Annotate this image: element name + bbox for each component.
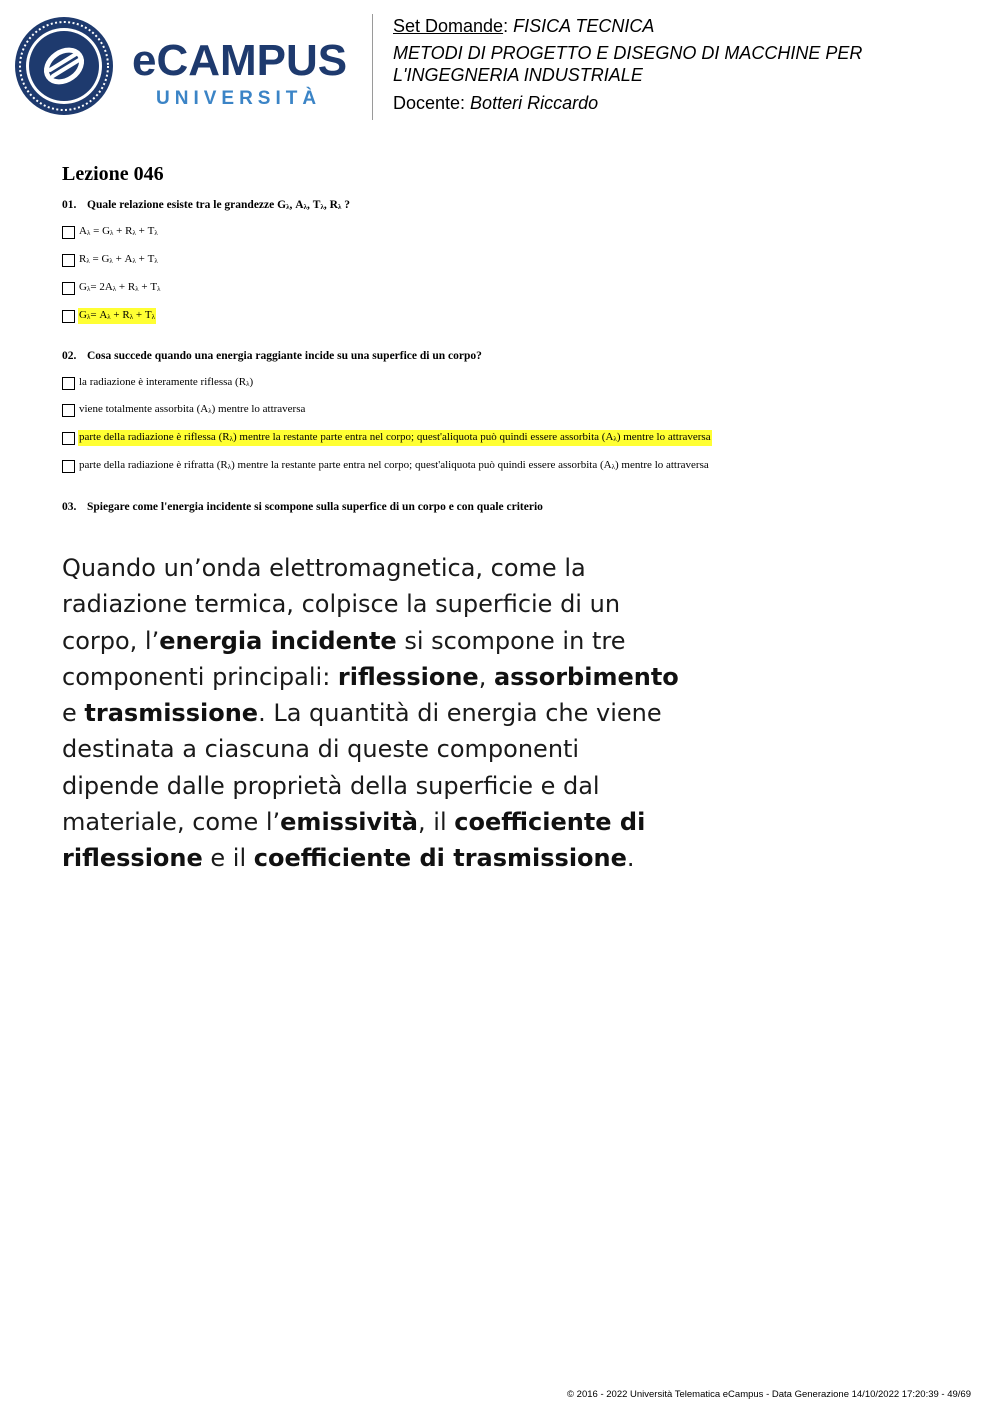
checkbox[interactable] [62,404,75,417]
question-text: Cosa succede quando una energia raggiante incide su una superfice di un corpo? [87,350,482,362]
open-answer-text: Quando un’onda elettromagnetica, come la radiazione termica, colpisce la superficie di un corpo, l’energia incidente si scompone in tre componenti principali: riflessione, assorbimento e trasmissione. La quantità di energia che viene destinata a ciascuna di queste componenti dipende dalle proprietà della superficie e dal materiale, come l’emissività, il coefficiente di riflessione e il coefficiente di trasmissione. [62,554,679,873]
set-label: Set Domande [393,16,504,36]
answer-option[interactable] [62,402,306,418]
option-text: $G_\lambda= 2A_\lambda + R_\lambda + T_\lambda$ [79,281,161,293]
teacher-label: Docente: [393,93,471,113]
question-02 [62,349,482,363]
option-text: la radiazione è interamente riflessa $(R_\lambda)$ [79,376,254,388]
question-01 [62,198,350,214]
document-header [393,15,983,114]
answer-option[interactable] [62,458,710,474]
question-text: Spiegare come l'energia incidente si scompone sulla superfice di un corpo e con quale criterio [87,501,543,513]
course-line-1: METODI DI PROGETTO E DISEGNO DI MACCHINE PER [393,43,863,63]
checkbox[interactable] [62,432,75,445]
answer-option[interactable] [62,280,161,296]
checkbox[interactable] [62,226,75,239]
checkbox[interactable] [62,377,75,390]
answer-option[interactable] [62,375,254,391]
answer-option[interactable] [62,252,159,268]
option-text-highlighted: $G_\lambda= A_\lambda + R_\lambda + T_\lambda$ [78,308,156,324]
set-line [393,15,983,37]
header-divider [372,14,373,120]
page-footer: © 2016 - 2022 Università Telematica eCampus - Data Generazione 14/10/2022 17:20:39 - 49/69 [567,1389,971,1400]
set-separator: : [503,16,514,36]
option-text: viene totalmente assorbita $(A_\lambda)$ mentre lo attraversa [79,403,306,415]
question-number: 03. [62,501,77,513]
answer-option-correct[interactable] [62,308,156,324]
option-text: $R_\lambda = G_\lambda + A_\lambda + T_\lambda$ [79,253,158,265]
checkbox[interactable] [62,310,75,323]
question-text: Quale relazione esiste tra le grandezze $G_\lambda$, $A_\lambda$, $T_\lambda$, $R_\lambda$ ? [87,199,351,211]
lesson-title: Lezione 046 [62,163,164,185]
ecampus-logo [14,16,359,116]
checkbox[interactable] [62,254,75,267]
checkbox[interactable] [62,460,75,473]
question-number: 01. [62,199,77,211]
brand-subtitle: UNIVERSITÀ [156,88,322,109]
question-number: 02. [62,350,77,362]
teacher-line [393,92,983,114]
option-text: parte della radiazione è rifratta $(R_\lambda)$ mentre la restante parte entra nel corpo; quest'aliquota può quindi essere assorbita $(A_\lambda)$ mentre lo attraversa [79,459,709,471]
checkbox[interactable] [62,282,75,295]
brand-wordmark [132,36,372,116]
answer-option[interactable] [62,224,159,240]
question-03 [62,500,543,514]
course-line-2: L'INGEGNERIA INDUSTRIALE [393,65,643,85]
teacher-name: Botteri Riccardo [470,93,599,113]
option-text: $A_\lambda = G_\lambda + R_\lambda + T_\lambda$ [79,225,158,237]
university-seal-icon [14,16,114,116]
subject: FISICA TECNICA [513,16,655,36]
option-text-highlighted: parte della radiazione è riflessa $(R_\lambda)$ mentre la restante parte entra nel corpo; quest'aliquota può quindi essere assorbita $(A_\lambda)$ mentre lo attraversa [78,430,712,446]
answer-option-correct[interactable] [62,430,712,446]
brand-name: eCAMPUS [132,36,348,85]
